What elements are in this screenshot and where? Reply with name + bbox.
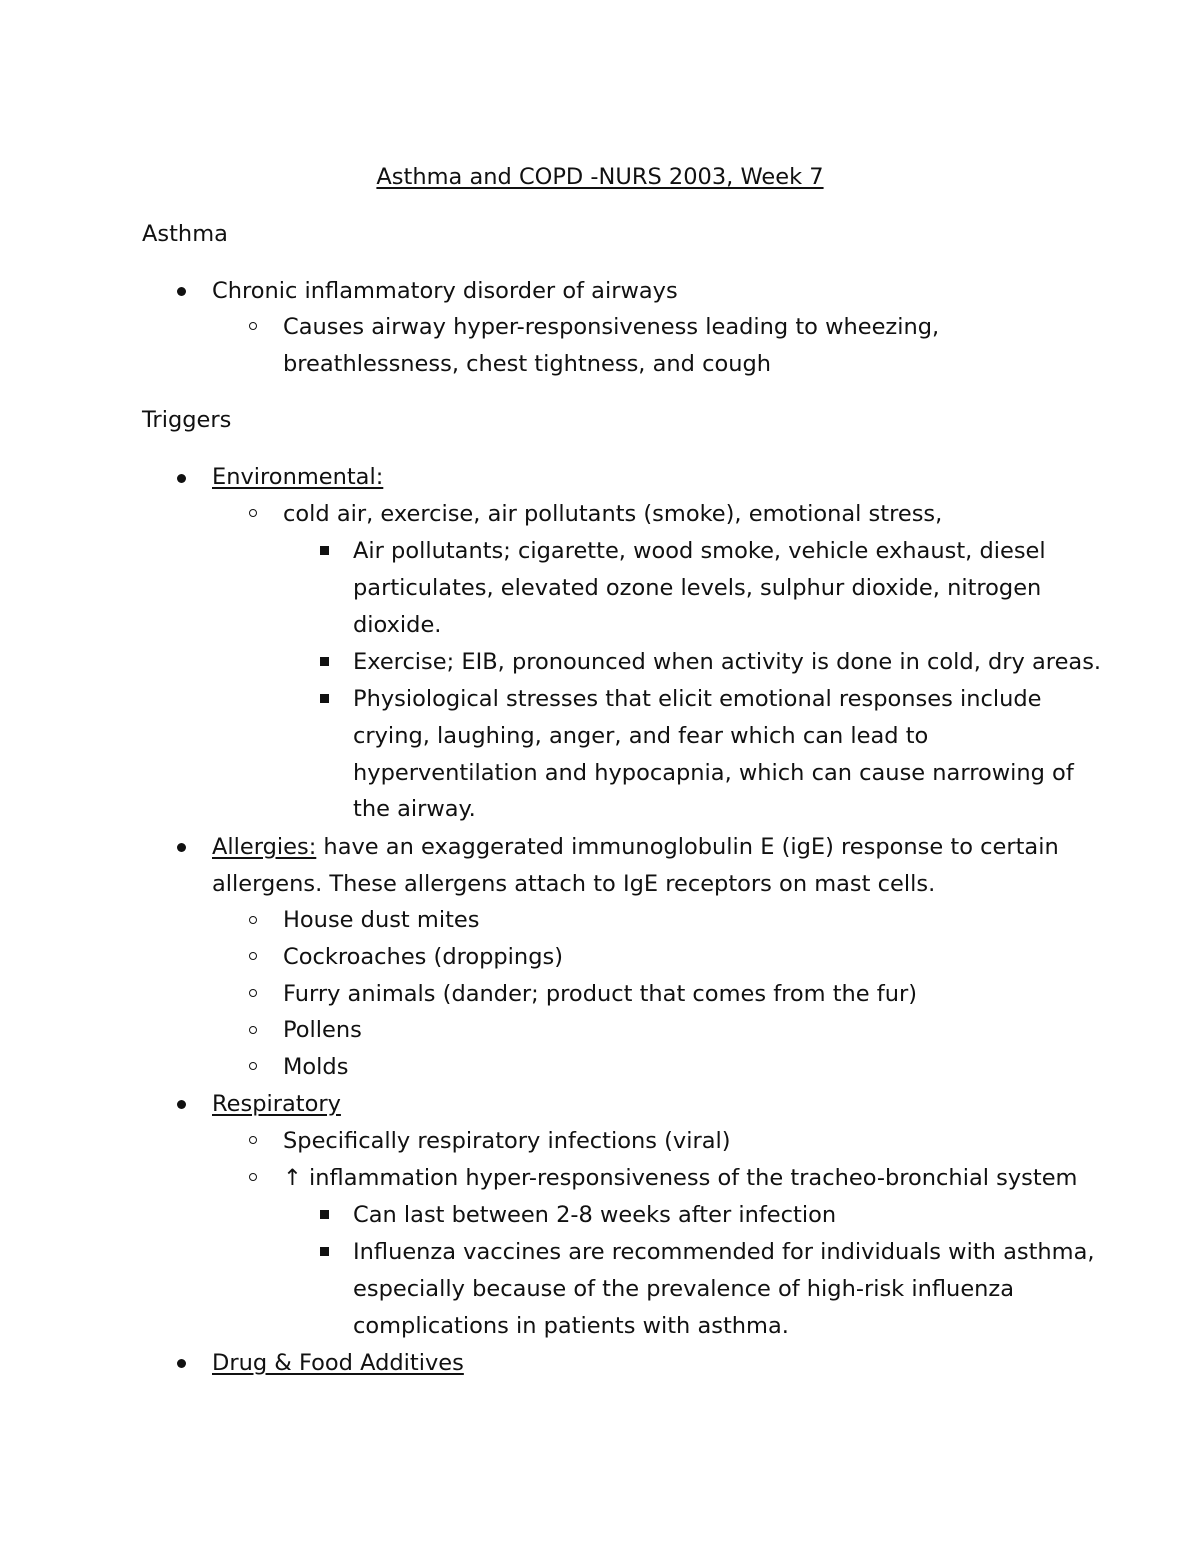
bullet-dot <box>177 1100 186 1109</box>
bullet-ring <box>249 509 257 517</box>
list-item: Air pollutants; cigarette, wood smoke, vehicle exhaust, diesel <box>353 538 1046 564</box>
heading-triggers: Triggers <box>142 407 232 433</box>
list-item: House dust mites <box>283 907 480 933</box>
bullet-square <box>320 657 329 666</box>
list-item-continuation: particulates, elevated ozone levels, sulphur dioxide, nitrogen <box>353 575 1042 601</box>
list-item: Pollens <box>283 1017 362 1043</box>
bullet-ring <box>249 1136 257 1144</box>
list-item-continuation: the airway. <box>353 796 476 822</box>
bullet-ring <box>249 322 257 330</box>
list-item-continuation: dioxide. <box>353 612 442 638</box>
bullet-ring <box>249 952 257 960</box>
bullet-square <box>320 1247 329 1256</box>
bullet-dot <box>177 1359 186 1368</box>
list-item: Can last between 2-8 weeks after infection <box>353 1202 837 1228</box>
bullet-ring <box>249 1062 257 1070</box>
list-item <box>212 832 1059 862</box>
list-item: Chronic inflammatory disorder of airways <box>212 278 678 304</box>
heading-asthma: Asthma <box>142 221 228 247</box>
list-item: Influenza vaccines are recommended for individuals with asthma, <box>353 1239 1095 1265</box>
list-item: Specifically respiratory infections (viral) <box>283 1128 731 1154</box>
list-item: Cockroaches (droppings) <box>283 944 563 970</box>
list-item: Furry animals (dander; product that comes from the fur) <box>283 981 917 1007</box>
bullet-dot <box>177 843 186 852</box>
bullet-ring <box>249 989 257 997</box>
bullet-dot <box>177 474 186 483</box>
list-item-continuation: allergens. These allergens attach to IgE receptors on mast cells. <box>212 871 936 897</box>
list-item-continuation: crying, laughing, anger, and fear which can lead to <box>353 723 929 749</box>
allergies-label: Allergies: <box>212 834 317 860</box>
list-item-continuation: breathlessness, chest tightness, and cough <box>283 351 772 377</box>
list-item-continuation: hyperventilation and hypocapnia, which can cause narrowing of <box>353 760 1074 786</box>
allergies-text: have an exaggerated immunoglobulin E (igE) response to certain <box>316 834 1059 860</box>
bullet-ring <box>249 1173 257 1181</box>
bullet-dot <box>177 287 186 296</box>
list-item: Physiological stresses that elicit emotional responses include <box>353 686 1042 712</box>
bullet-square <box>320 546 329 555</box>
list-item: ↑ inflammation hyper-responsiveness of the tracheo-bronchial system <box>283 1165 1078 1191</box>
bullet-square <box>320 694 329 703</box>
list-item: cold air, exercise, air pollutants (smoke), emotional stress, <box>283 501 943 527</box>
list-item: Exercise; EIB, pronounced when activity is done in cold, dry areas. <box>353 649 1102 675</box>
environmental-label: Environmental: <box>212 464 384 490</box>
drug-label: Drug & Food Additives <box>212 1350 464 1376</box>
bullet-ring <box>249 916 257 924</box>
bullet-ring <box>249 1026 257 1034</box>
bullet-square <box>320 1210 329 1219</box>
list-item: Molds <box>283 1054 349 1080</box>
page-title: Asthma and COPD -NURS 2003, Week 7 <box>376 164 824 190</box>
list-item: Causes airway hyper-responsiveness leading to wheezing, <box>283 314 940 340</box>
respiratory-label: Respiratory <box>212 1091 341 1117</box>
list-item-continuation: especially because of the prevalence of high-risk influenza <box>353 1276 1015 1302</box>
list-item-continuation: complications in patients with asthma. <box>353 1313 789 1339</box>
